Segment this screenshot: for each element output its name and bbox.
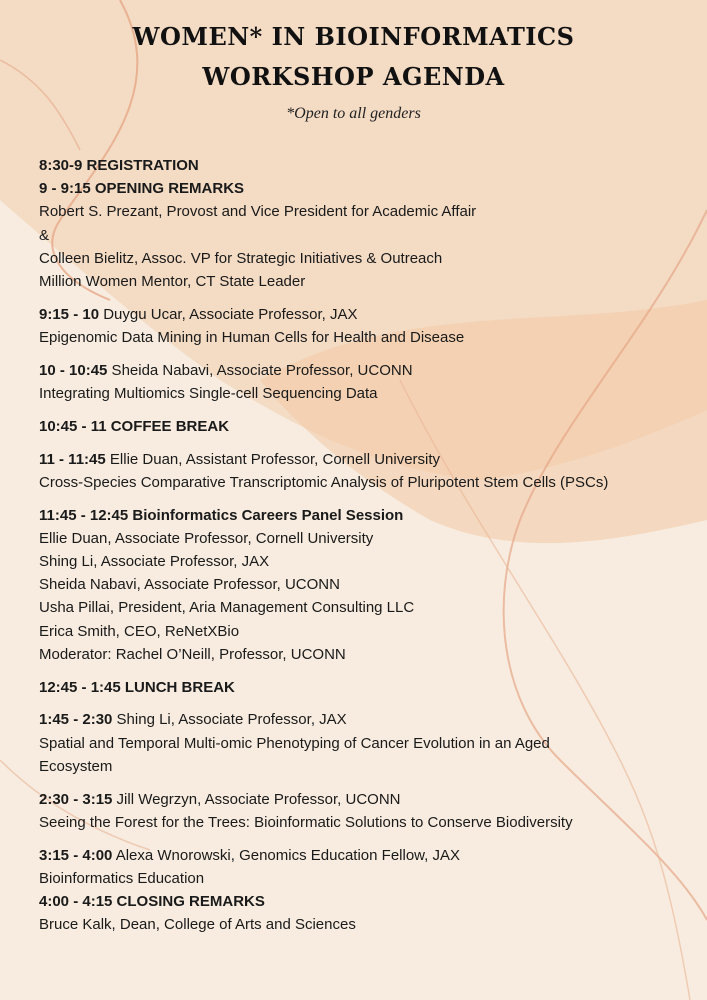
opening-remarks-heading: 9 - 9:15 OPENING REMARKS bbox=[39, 180, 245, 198]
panel-member-3: Sheida Nabavi, Associate Professor, UCONN bbox=[39, 576, 340, 594]
agenda-list bbox=[39, 154, 699, 936]
talk-3 bbox=[39, 448, 699, 471]
talk-5-time: 2:30 - 3:15 bbox=[39, 790, 113, 808]
talk-1 bbox=[39, 303, 699, 326]
panel-member-4: Usha Pillai, President, Aria Management Consulting LLC bbox=[39, 599, 415, 617]
panel-member-1: Ellie Duan, Associate Professor, Cornell University bbox=[39, 529, 374, 547]
opening-speaker-1: Robert S. Prezant, Provost and Vice President for Academic Affair bbox=[39, 203, 477, 221]
closing-speaker: Bruce Kalk, Dean, College of Arts and Sciences bbox=[39, 916, 356, 934]
opening-ampersand: & bbox=[39, 226, 50, 244]
title-line-1: WOMEN* IN BIOINFORMATICS bbox=[132, 22, 575, 51]
talk-6-speaker: Alexa Wnorowski, Genomics Education Fellow, JAX bbox=[112, 846, 461, 864]
talk-6 bbox=[39, 844, 699, 867]
talk-1-title: Epigenomic Data Mining in Human Cells for Health and Disease bbox=[39, 329, 465, 347]
panel-member-5: Erica Smith, CEO, ReNetXBio bbox=[39, 622, 240, 640]
lunch-break: 12:45 - 1:45 LUNCH BREAK bbox=[39, 678, 235, 696]
panel-member-2: Shing Li, Associate Professor, JAX bbox=[39, 553, 270, 571]
registration: 8:30-9 REGISTRATION bbox=[39, 157, 199, 174]
talk-5 bbox=[39, 788, 699, 811]
title-line-2: WORKSHOP AGENDA bbox=[202, 62, 505, 91]
talk-4-speaker: Shing Li, Associate Professor, JAX bbox=[112, 711, 347, 729]
talk-6-title: Bioinformatics Education bbox=[39, 869, 205, 887]
talk-2-title: Integrating Multiomics Single-cell Sequencing Data bbox=[39, 385, 378, 403]
talk-4-title-line-1: Spatial and Temporal Multi-omic Phenotyping of Cancer Evolution in an Aged bbox=[39, 734, 550, 752]
talk-3-title: Cross-Species Comparative Transcriptomic Analysis of Pluripotent Stem Cells (PSCs) bbox=[39, 473, 609, 491]
talk-3-speaker: Ellie Duan, Assistant Professor, Cornell University bbox=[105, 450, 441, 468]
talk-2-speaker: Sheida Nabavi, Associate Professor, UCONN bbox=[107, 361, 413, 379]
subtitle: *Open to all genders bbox=[286, 105, 421, 122]
opening-speaker-2-role: Million Women Mentor, CT State Leader bbox=[39, 273, 306, 291]
talk-1-speaker: Duygu Ucar, Associate Professor, JAX bbox=[99, 305, 358, 323]
talk-4-title-line-2: Ecosystem bbox=[39, 757, 113, 775]
panel-moderator: Moderator: Rachel O’Neill, Professor, UCONN bbox=[39, 645, 346, 663]
opening-speaker-2: Colleen Bielitz, Assoc. VP for Strategic Initiatives & Outreach bbox=[39, 249, 443, 267]
closing-remarks-heading: 4:00 - 4:15 CLOSING REMARKS bbox=[39, 893, 265, 911]
talk-2 bbox=[39, 359, 699, 382]
coffee-break: 10:45 - 11 COFFEE BREAK bbox=[39, 417, 230, 435]
panel-heading: 11:45 - 12:45 Bioinformatics Careers Panel Session bbox=[39, 506, 404, 524]
talk-5-title: Seeing the Forest for the Trees: Bioinformatic Solutions to Conserve Biodiversity bbox=[39, 813, 573, 831]
talk-2-time: 10 - 10:45 bbox=[39, 361, 108, 379]
talk-4-time: 1:45 - 2:30 bbox=[39, 711, 113, 729]
talk-1-time: 9:15 - 10 bbox=[39, 305, 100, 323]
talk-4 bbox=[39, 708, 699, 731]
talk-6-time: 3:15 - 4:00 bbox=[39, 846, 113, 864]
talk-5-speaker: Jill Wegrzyn, Associate Professor, UCONN bbox=[112, 790, 401, 808]
talk-3-time: 11 - 11:45 bbox=[39, 450, 106, 468]
